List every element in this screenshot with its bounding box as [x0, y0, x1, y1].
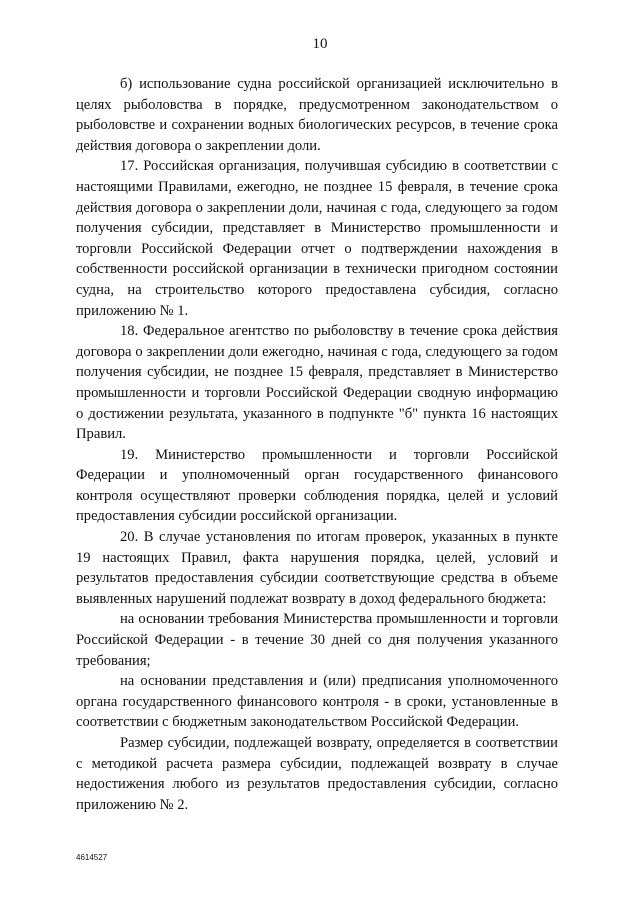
paragraph-17: 17. Российская организация, получившая субсидию в соответствии с настоящими Правилами, ежегодно, не позднее 15 февраля, в течение срока действия договора о закреплении доли, начиная с года, следующего за годом получения субсидии, представляет в Министерство промышленности и торговли Российской Федерации отчет о подтверждении нахождения в собственности российской организации в технически пригодном состоянии судна, на строительство которого предоставлена субсидия, согласно приложению № 1. [76, 158, 558, 319]
paragraph-19: 19. Министерство промышленности и торговли Российской Федерации и уполномоченный орган государственного финансового контроля осуществляют проверки соблюдения порядка, целей и условий предоставления субсидии российской организации. [76, 446, 558, 525]
paragraph-20-requirement: на основании требования Министерства промышленности и торговли Российской Федерации - в течение 30 дней со дня получения указанного требования; [76, 611, 558, 669]
paragraph-20-prescription: на основании представления и (или) предписания уполномоченного органа государственного финансового контроля - в сроки, установленные в соответствии с бюджетным законодательством Российской Федерации. [76, 673, 558, 731]
paragraph-refund-amount: Размер субсидии, подлежащей возврату, определяется в соответствии с методикой расчета размера субсидии, подлежащей возврату в случае недостижения любого из результатов предоставления субсидии, согласно приложению № 2. [76, 735, 558, 813]
paragraph-subitem-b: б) использование судна российской организацией исключительно в целях рыболовства в порядке, предусмотренном законодательством о рыболовстве и сохранении водных биологических ресурсов, в течение срока действия договора о закреплении доли. [76, 76, 558, 154]
page-number: 10 [312, 36, 328, 52]
document-body [76, 74, 558, 815]
paragraph-20: 20. В случае установления по итогам проверок, указанных в пункте 19 настоящих Правил, факта нарушения порядка, целей, условий и результатов предоставления субсидии соответствующие средства в объеме выявленных нарушений подлежат возврату в доход федерального бюджета: [76, 529, 558, 607]
document-code: 4614527 [76, 853, 108, 862]
paragraph-18: 18. Федеральное агентство по рыболовству в течение срока действия договора о закреплении доли ежегодно, начиная с года, следующего за годом получения субсидии, не позднее 15 февраля, представляет в Министерство промышленности и торговли Российской Федерации сводную информацию о достижении результата, указанного в подпункте "б" пункта 16 настоящих Правил. [76, 323, 558, 443]
